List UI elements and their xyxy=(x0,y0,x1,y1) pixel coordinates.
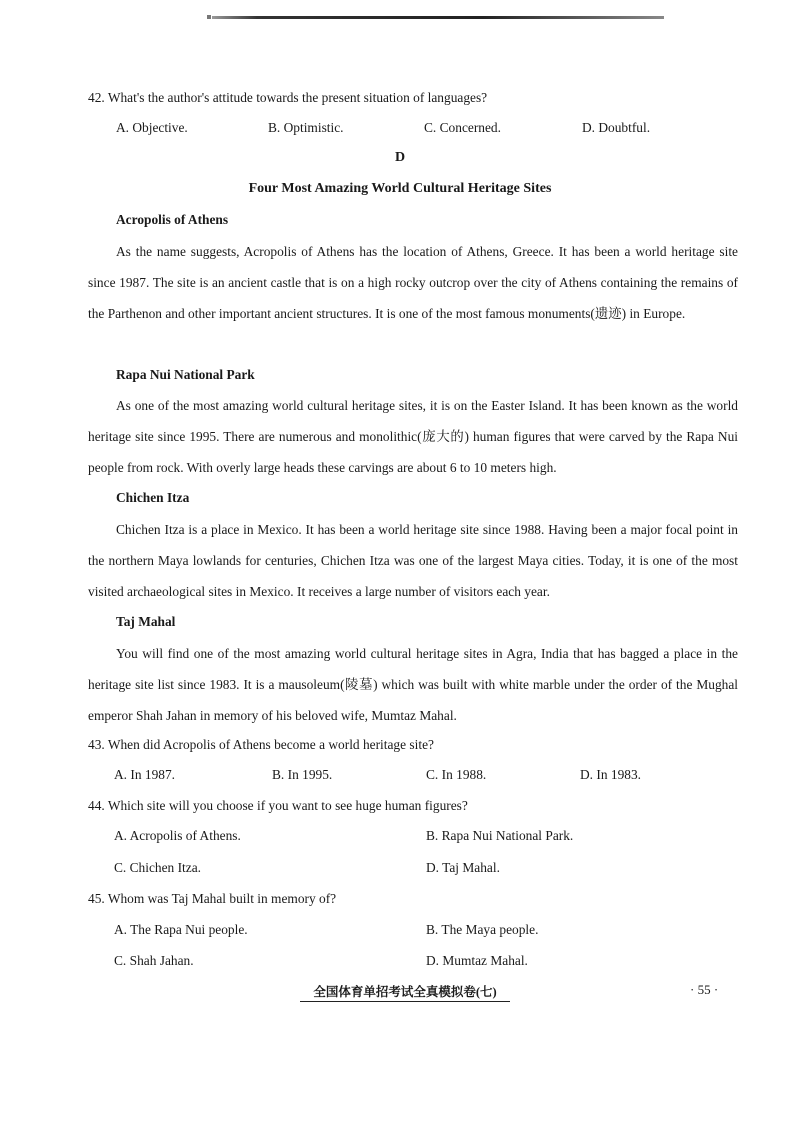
top-rule xyxy=(212,16,664,19)
question-45: 45. Whom was Taj Mahal built in memory of? xyxy=(88,891,337,906)
site-heading-chichen-itza: Chichen Itza xyxy=(116,490,190,505)
q43-option-b: B. In 1995. xyxy=(272,767,333,782)
q43-option-d: D. In 1983. xyxy=(580,767,641,782)
site-text-chichen-itza: Chichen Itza is a place in Mexico. It has been a world heritage site since 1988. Having been a major focal point in the northern Maya lowlands for centuries, Chichen Itza was one of the largest Maya cities. Today, it is one of the most visited archaeological sites in Mexico. It receives a large number of visitors each year. xyxy=(88,522,738,599)
q44-option-a: A. Acropolis of Athens. xyxy=(114,828,241,843)
q42-option-d: D. Doubtful. xyxy=(582,120,651,135)
site-heading-acropolis: Acropolis of Athens xyxy=(116,212,229,227)
page-number: · 55 · xyxy=(690,982,719,997)
q44-option-b: B. Rapa Nui National Park. xyxy=(426,828,574,843)
q45-option-a: A. The Rapa Nui people. xyxy=(114,922,248,937)
q44-option-c: C. Chichen Itza. xyxy=(114,860,202,875)
question-43: 43. When did Acropolis of Athens become a world heritage site? xyxy=(88,737,434,752)
question-44: 44. Which site will you choose if you want to see huge human figures? xyxy=(88,798,468,813)
site-text-rapa-nui: As one of the most amazing world cultural heritage sites, it is on the Easter Island. It has been known as the world heritage site since 1995. There are numerous and monolithic(庞大的) human figures that were carved by the Rapa Nui people from rock. With overly large heads these carvings are about 6 to 10 meters high. xyxy=(88,398,738,475)
q42-option-b: B. Optimistic. xyxy=(268,120,344,135)
section-letter: D xyxy=(394,150,406,165)
q45-option-d: D. Mumtaz Mahal. xyxy=(426,953,528,968)
q42-option-c: C. Concerned. xyxy=(424,120,501,135)
q44-option-d: D. Taj Mahal. xyxy=(426,860,500,875)
site-text-acropolis: As the name suggests, Acropolis of Athens has the location of Athens, Greece. It has been a world heritage site since 1987. The site is an ancient castle that is on a high rocky outcrop over the city of Athens containing the remains of the Parthenon and other important ancient structures. It is one of the most famous monuments(遗迹) in Europe. xyxy=(88,244,738,321)
passage-title: Four Most Amazing World Cultural Heritage Sites xyxy=(248,181,552,196)
q43-option-c: C. In 1988. xyxy=(426,767,487,782)
q43-option-a: A. In 1987. xyxy=(114,767,175,782)
question-42: 42. What's the author's attitude towards the present situation of languages? xyxy=(88,90,488,105)
site-heading-taj-mahal: Taj Mahal xyxy=(116,614,176,629)
q45-option-c: C. Shah Jahan. xyxy=(114,953,194,968)
top-mark xyxy=(207,15,211,19)
site-heading-rapa-nui: Rapa Nui National Park xyxy=(116,367,255,382)
site-text-taj-mahal: You will find one of the most amazing world cultural heritage sites in Agra, India that has bagged a place in the heritage site list since 1983. It is a mausoleum(陵墓) which was built with white marble under the order of the Mughal emperor Shah Jahan in memory of his beloved wife, Mumtaz Mahal. xyxy=(88,646,738,723)
q42-option-a: A. Objective. xyxy=(116,120,188,135)
q45-option-b: B. The Maya people. xyxy=(426,922,539,937)
footer-title: 全国体育单招考试全真模拟卷(七) xyxy=(300,982,510,1002)
